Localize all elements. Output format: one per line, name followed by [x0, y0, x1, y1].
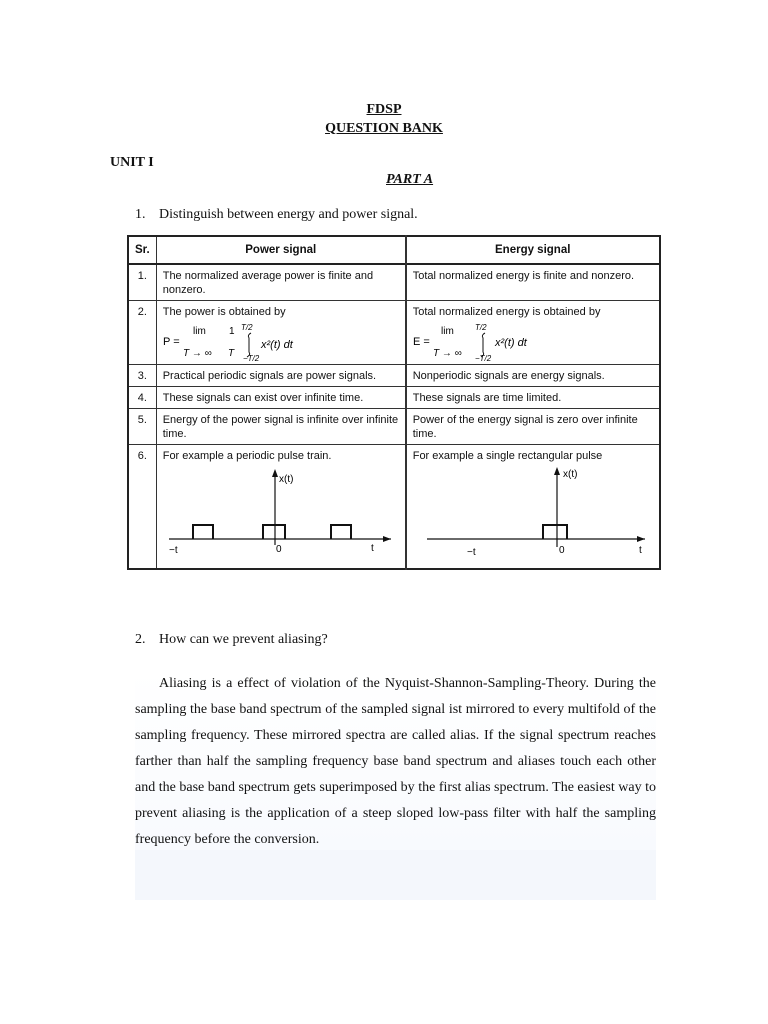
power-formula	[163, 321, 399, 361]
power-cell	[156, 301, 406, 365]
energy-example-text: For example a single rectangular pulse	[412, 450, 603, 462]
energy-cell	[406, 301, 660, 365]
header-sr: Sr.	[128, 236, 156, 264]
power-formula-intro: The power is obtained by	[162, 306, 286, 318]
energy-cell: Power of the energy signal is zero over infinite time.	[406, 409, 660, 445]
axis-arrow-icon	[554, 467, 560, 475]
unit-heading: UNIT I	[110, 155, 154, 170]
formula-lower: −T/2	[474, 354, 491, 361]
row-number: 6.	[128, 445, 156, 570]
energy-cell: Nonperiodic signals are energy signals.	[406, 365, 660, 387]
course-title: FDSP	[366, 102, 402, 117]
table-row	[128, 387, 660, 409]
power-cell: Practical periodic signals are power signals.	[156, 365, 406, 387]
background-shade	[135, 850, 656, 900]
formula-upper: T/2	[240, 323, 253, 332]
header-energy-signal: Energy signal	[406, 236, 660, 264]
table-row	[128, 264, 660, 301]
formula-limsub: T → ∞	[432, 348, 462, 359]
formula-lhs: E =	[412, 336, 430, 348]
row-number: 2.	[128, 301, 156, 365]
formula-limsub: T → ∞	[182, 348, 212, 359]
power-cell: These signals can exist over infinite time.	[156, 387, 406, 409]
question-number: 2.	[135, 632, 146, 647]
axis-arrow-icon	[637, 536, 645, 542]
question-number: 1.	[135, 207, 146, 222]
pulse	[193, 525, 213, 539]
part-heading: PART A	[386, 172, 434, 187]
formula-frac-num: 1	[228, 326, 235, 337]
question-2	[135, 632, 328, 648]
row-number: 1.	[128, 264, 156, 301]
pulse	[263, 525, 285, 539]
power-cell: Energy of the power signal is infinite over infinite time.	[156, 409, 406, 445]
axis-label-neg: −t	[168, 545, 178, 556]
pulse	[331, 525, 351, 539]
table-header-row	[128, 236, 660, 264]
question-text: Distinguish between energy and power signal.	[159, 207, 418, 222]
row-number: 4.	[128, 387, 156, 409]
axis-label-pos: t	[370, 543, 374, 554]
axis-label-origin: 0	[275, 544, 282, 555]
pulse	[543, 525, 567, 539]
question-1	[135, 207, 418, 223]
axis-label-xt: x(t)	[562, 469, 578, 480]
energy-cell: Total normalized energy is finite and nonzero.	[406, 264, 660, 301]
document-header	[0, 100, 768, 138]
formula-integrand: x²(t) dt	[260, 339, 293, 351]
formula-lim: lim	[192, 326, 206, 337]
formula-frac-den: T	[227, 348, 234, 359]
axis-label-pos: t	[638, 545, 642, 556]
formula-upper: T/2	[474, 323, 487, 332]
row-number: 3.	[128, 365, 156, 387]
axis-arrow-icon	[272, 469, 278, 477]
formula-lim: lim	[440, 326, 454, 337]
table-row	[128, 409, 660, 445]
pulse-train-diagram	[163, 465, 399, 565]
table-row	[128, 365, 660, 387]
formula-integrand: x²(t) dt	[494, 337, 527, 349]
axis-label-xt: x(t)	[278, 474, 294, 485]
axis-arrow-icon	[383, 536, 391, 542]
formula-lower: −T/2	[242, 354, 259, 361]
comparison-table	[127, 235, 661, 570]
energy-cell: These signals are time limited.	[406, 387, 660, 409]
axis-label-neg: −t	[466, 547, 476, 558]
table-row	[128, 445, 660, 570]
power-cell	[156, 445, 406, 570]
document-title: QUESTION BANK	[325, 121, 443, 136]
power-cell: The normalized average power is finite and nonzero.	[156, 264, 406, 301]
formula-lhs: P =	[162, 336, 180, 348]
energy-formula-intro: Total normalized energy is obtained by	[412, 306, 601, 318]
power-example-text: For example a periodic pulse train.	[162, 450, 332, 462]
axis-label-origin: 0	[558, 545, 565, 556]
answer-paragraph: Aliasing is a effect of violation of the Nyquist-Shannon-Sampling-Theory. During the sampling the base band spectrum of the sampled signal ist mirrored to every multifold of the sampling frequency. These mirrored spectra are called alias. If the signal spectrum reaches farther than half the sampling frequency base band spectrum and aliases touch each other and the base band spectrum gets superimposed by the first alias spectrum. The easiest way to prevent aliasing is the application of a steep sloped low-pass filter with half the sampling frequency before the conversion.	[135, 671, 656, 853]
header-power-signal: Power signal	[156, 236, 406, 264]
energy-cell	[406, 445, 660, 570]
table-row	[128, 301, 660, 365]
energy-formula	[413, 321, 653, 361]
row-number: 5.	[128, 409, 156, 445]
single-pulse-diagram	[413, 465, 653, 565]
question-text: How can we prevent aliasing?	[159, 632, 328, 647]
